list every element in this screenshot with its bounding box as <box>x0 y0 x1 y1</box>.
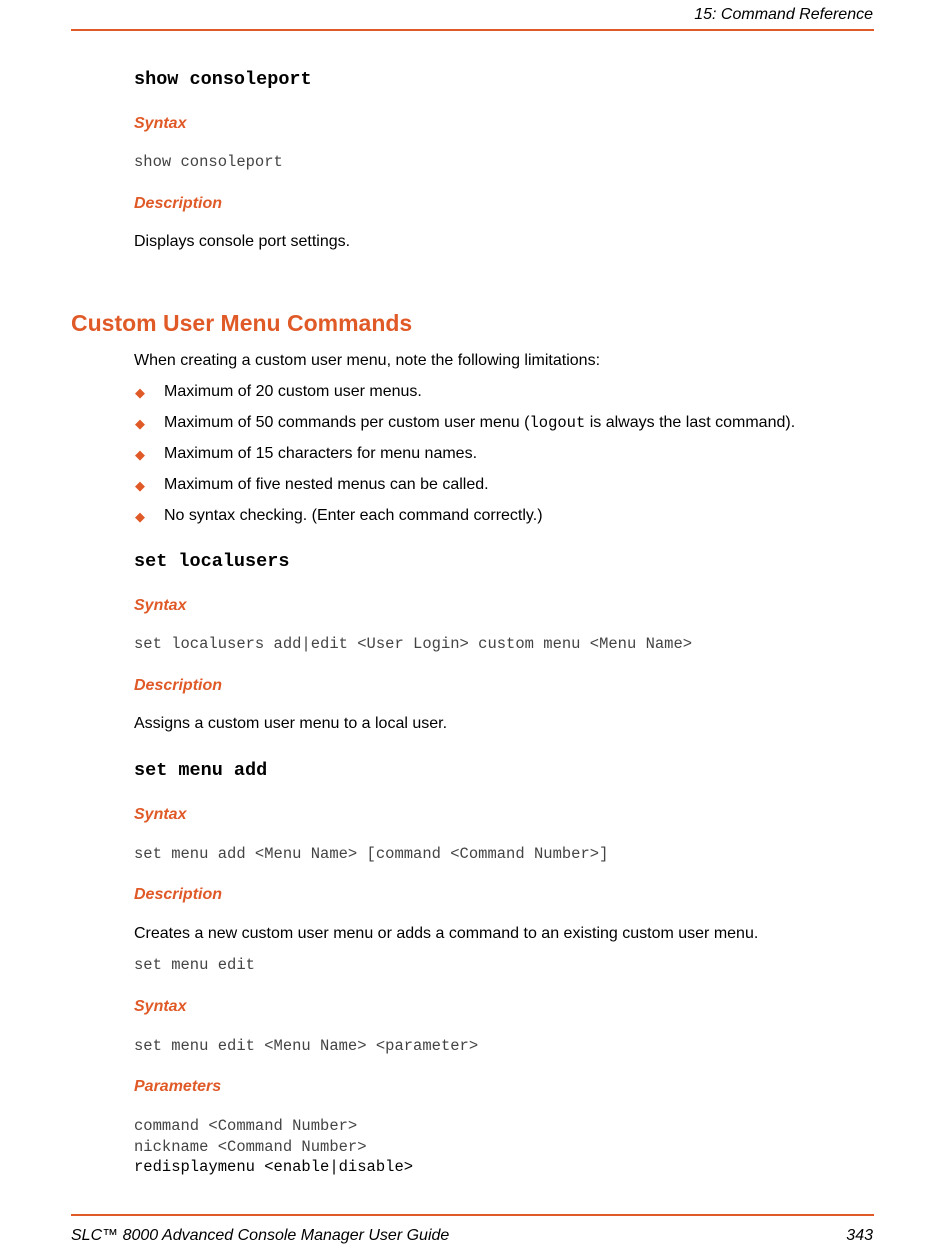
bullet-diamond-icon: ◆ <box>135 478 145 493</box>
list-item: Maximum of 20 custom user menus. <box>164 383 422 400</box>
page-number: 343 <box>846 1227 873 1244</box>
parameter-line: nickname <Command Number> <box>134 1138 367 1156</box>
running-header: 15: Command Reference <box>694 6 873 23</box>
description-text: Assigns a custom user menu to a local user. <box>134 715 448 732</box>
command-heading-set-localusers: set localusers <box>134 551 290 572</box>
bullet-diamond-icon: ◆ <box>135 416 145 431</box>
parameter-line: redisplaymenu <enable|disable> <box>134 1158 414 1176</box>
command-heading-show-consoleport: show consoleport <box>134 69 312 90</box>
header-rule <box>71 29 874 31</box>
list-item-tail: is always the last command). <box>585 414 796 431</box>
list-item: Maximum of 15 characters for menu names. <box>164 445 478 462</box>
list-item <box>164 414 795 432</box>
bullet-diamond-icon: ◆ <box>135 447 145 462</box>
description-text: Creates a new custom user menu or adds a command to an existing custom user menu. <box>134 925 759 942</box>
section-heading: Custom User Menu Commands <box>71 310 413 336</box>
list-item: Maximum of five nested menus can be called. <box>164 476 489 493</box>
description-label: Description <box>134 195 223 212</box>
description-label: Description <box>134 886 223 903</box>
parameter-line: command <Command Number> <box>134 1117 358 1135</box>
syntax-label: Syntax <box>134 998 187 1015</box>
inline-code: logout <box>529 414 586 432</box>
command-heading-set-menu-add: set menu add <box>134 760 268 781</box>
syntax-text: set localusers add|edit <User Login> custom menu <Menu Name> <box>134 635 693 653</box>
intro-text: When creating a custom user menu, note the following limitations: <box>134 352 601 369</box>
description-label: Description <box>134 677 223 694</box>
list-item: No syntax checking. (Enter each command correctly.) <box>164 507 543 524</box>
list-item-text: Maximum of 50 commands per custom user menu ( <box>164 414 530 431</box>
footer-title: SLC™ 8000 Advanced Console Manager User Guide <box>71 1227 450 1244</box>
command-heading-set-menu-edit: set menu edit <box>134 956 255 974</box>
syntax-label: Syntax <box>134 806 187 823</box>
syntax-label: Syntax <box>134 597 187 614</box>
syntax-label: Syntax <box>134 115 187 132</box>
syntax-text: set menu edit <Menu Name> <parameter> <box>134 1037 479 1055</box>
bullet-diamond-icon: ◆ <box>135 385 145 400</box>
footer-rule <box>71 1214 874 1216</box>
bullet-diamond-icon: ◆ <box>135 509 145 524</box>
syntax-text: set menu add <Menu Name> [command <Command Number>] <box>134 845 609 863</box>
parameters-label: Parameters <box>134 1078 222 1095</box>
syntax-text: show consoleport <box>134 153 283 171</box>
description-text: Displays console port settings. <box>134 233 351 250</box>
